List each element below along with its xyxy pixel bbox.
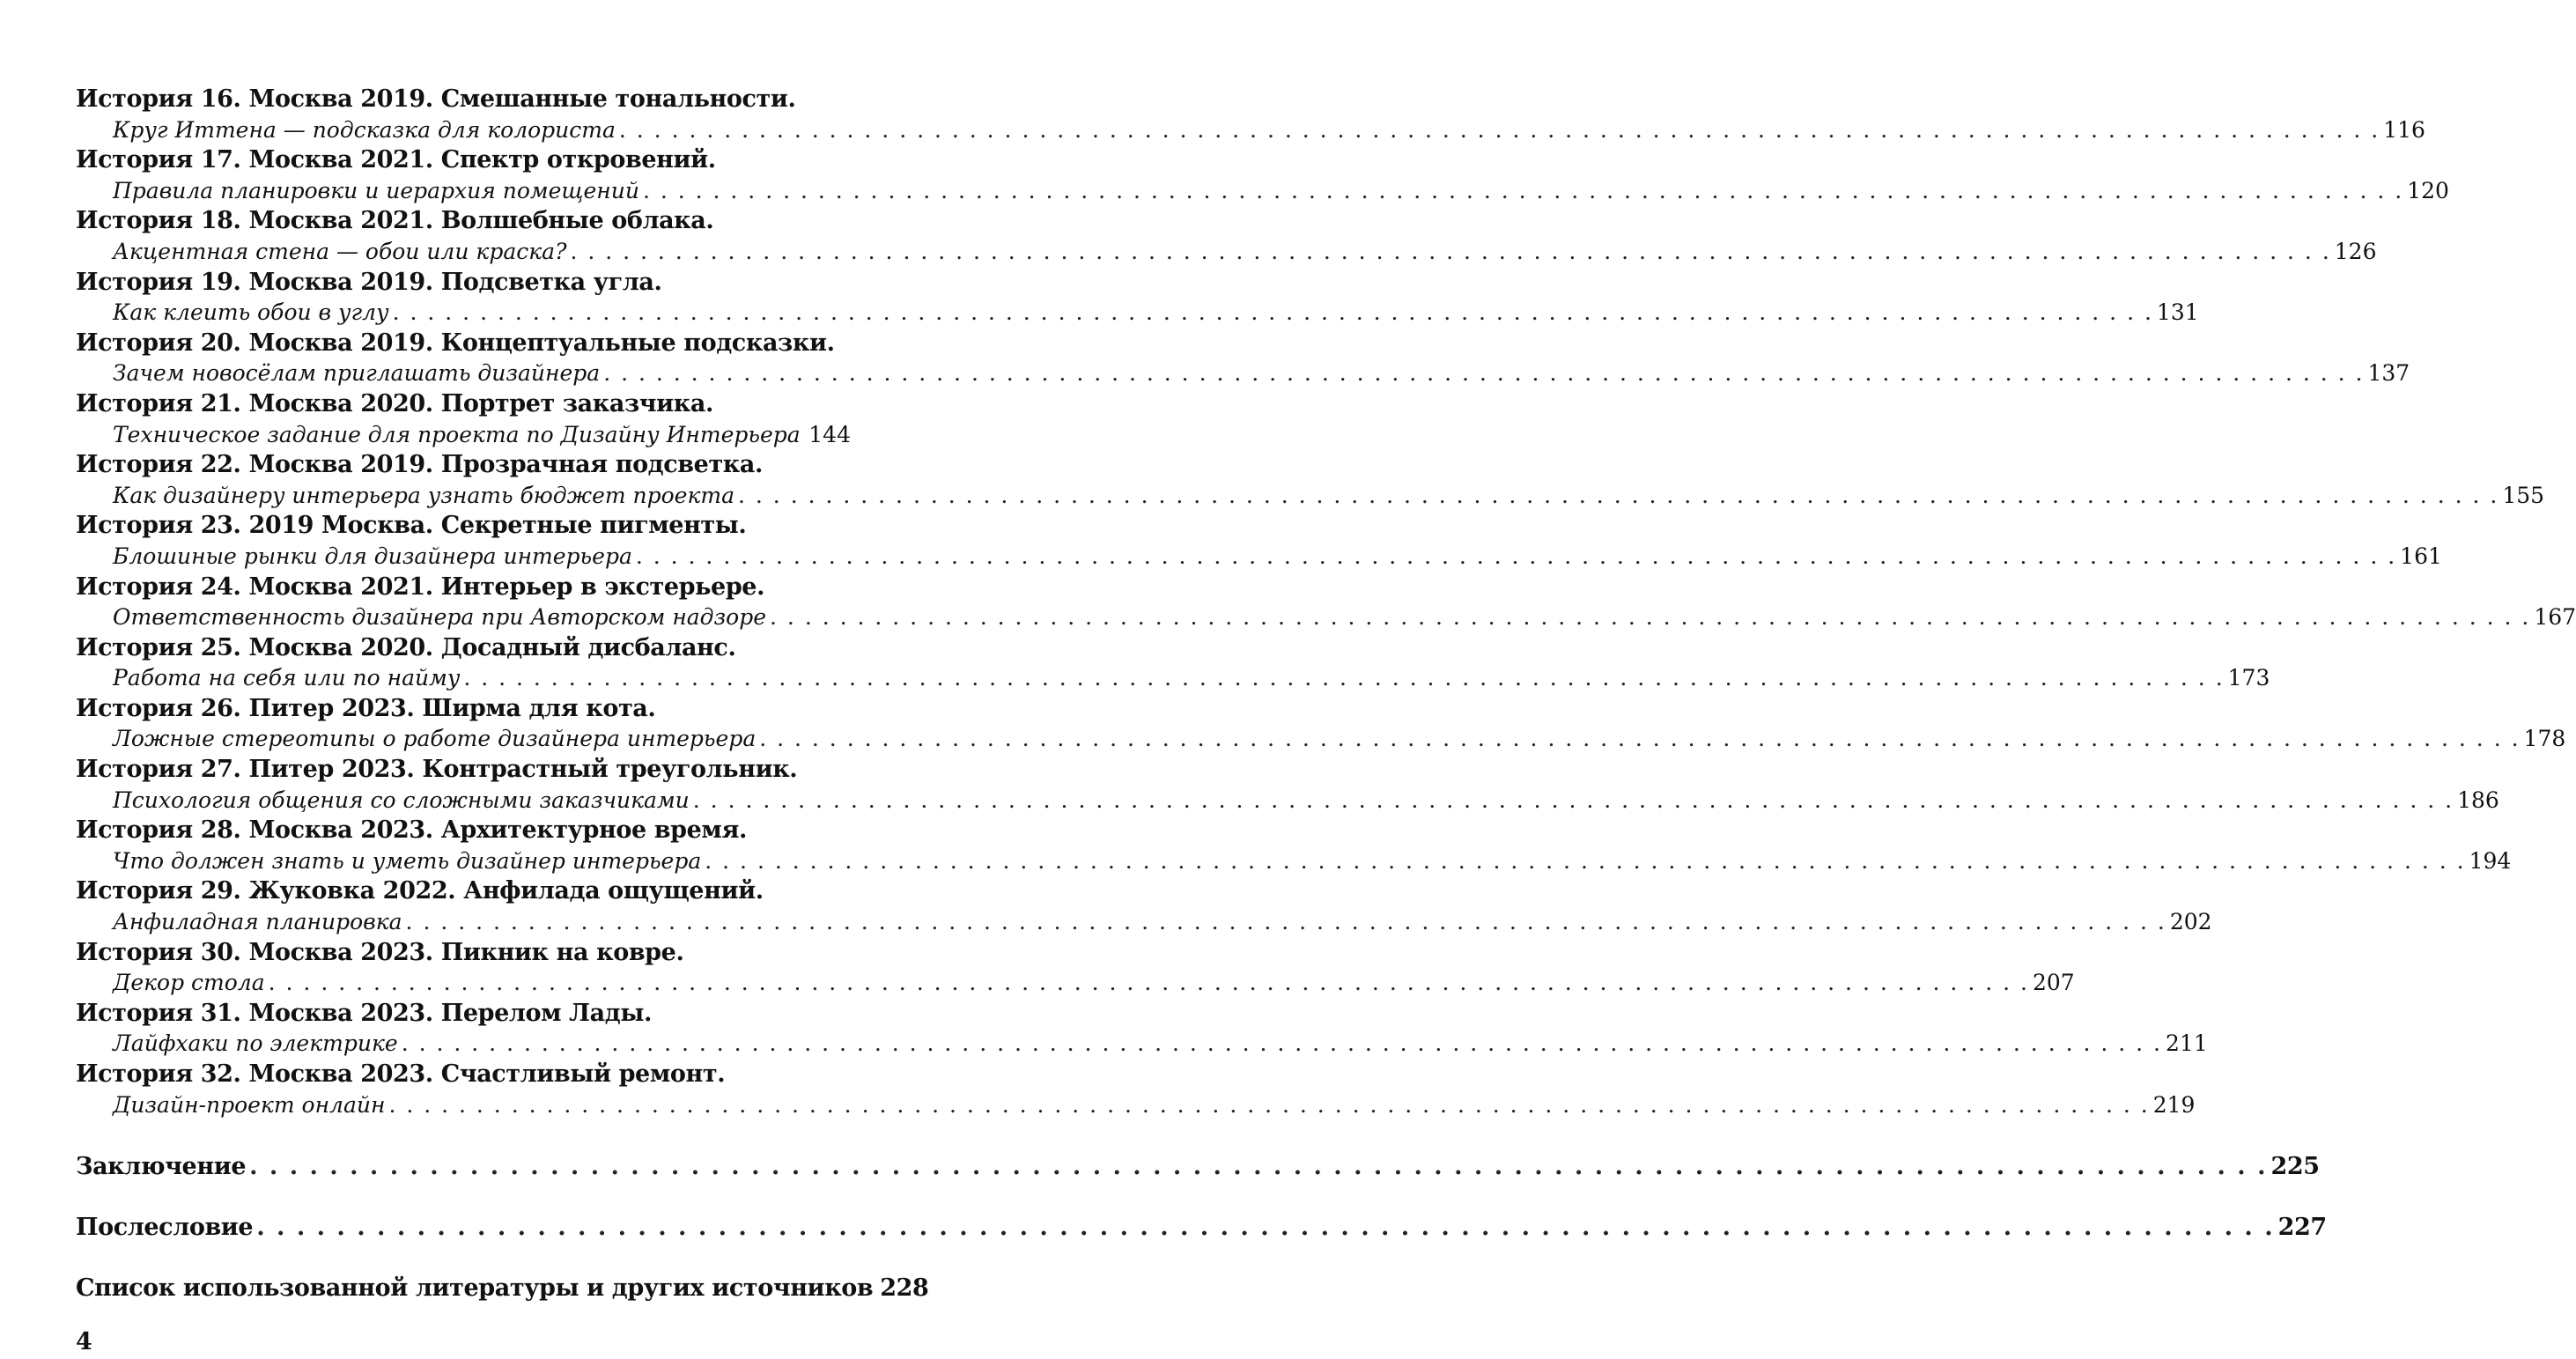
dot-leader <box>603 358 2364 388</box>
entry-subtitle: Техническое задание для проекта по Дизайну Интерьера <box>113 421 801 447</box>
toc-entry <box>76 755 2499 816</box>
entry-subtitle-line <box>76 1090 2196 1121</box>
entry-subtitle: Психология общения со сложными заказчиками <box>113 787 690 813</box>
main-sections <box>76 1152 2327 1304</box>
entry-subtitle: Круг Иттена — подсказка для колориста <box>113 116 616 143</box>
entry-subtitle: Анфиладная планировка <box>113 909 402 935</box>
dot-leader <box>570 237 2330 267</box>
section-page: 228 <box>880 1274 929 1303</box>
entry-page: 178 <box>2523 726 2566 752</box>
dot-leader <box>693 786 2454 816</box>
toc-entry <box>76 876 2212 937</box>
dot-leader <box>804 420 806 450</box>
entry-page: 219 <box>2152 1091 2196 1118</box>
dot-leader <box>249 1152 2267 1182</box>
entry-title: История 25. Москва 2020. Досадный дисбаланс. <box>76 633 736 661</box>
entry-subtitle-line <box>76 237 2377 268</box>
entry-subtitle-line <box>76 176 2449 207</box>
entry-subtitle-line <box>76 481 2545 512</box>
toc-entry <box>76 85 2425 145</box>
entry-page: 131 <box>2156 299 2199 326</box>
entry-title: История 30. Москва 2023. Пикник на ковре. <box>76 938 684 966</box>
entry-title: История 23. 2019 Москва. Секретные пигменты. <box>76 512 747 540</box>
entry-title: История 28. Москва 2023. Архитектурное время. <box>76 816 748 845</box>
entry-title: История 26. Питер 2023. Ширма для кота. <box>76 694 656 722</box>
entry-subtitle: Что должен знать и уметь дизайнер интерьера <box>113 847 702 874</box>
dot-leader <box>256 1213 2274 1243</box>
entry-title: История 31. Москва 2023. Перелом Лады. <box>76 999 653 1027</box>
entry-subtitle: Блошиные рынки для дизайнера интерьера <box>113 543 632 569</box>
section-entry <box>76 1213 2327 1243</box>
entry-subtitle: Ложные стереотипы о работе дизайнера интерьера <box>113 726 757 752</box>
toc-entry <box>76 816 2512 876</box>
toc-entry <box>76 145 2449 206</box>
section-page: 225 <box>2270 1153 2320 1181</box>
entry-page: 120 <box>2407 177 2449 203</box>
entry-subtitle: Как клеить обои в углу <box>113 299 389 326</box>
entry-page: 161 <box>2400 543 2442 569</box>
entry-subtitle-line <box>76 358 2410 389</box>
entry-subtitle-line <box>76 663 2270 694</box>
dot-leader <box>759 724 2520 754</box>
toc-entry <box>76 329 2410 389</box>
entry-subtitle-line <box>76 1029 2208 1060</box>
dot-leader <box>463 663 2224 693</box>
entry-subtitle-line <box>76 115 2425 146</box>
entry-title: История 32. Москва 2023. Счастливый ремонт. <box>76 1060 726 1088</box>
entry-page: 167 <box>2534 604 2576 631</box>
entry-subtitle-line <box>76 786 2499 816</box>
section-title: Послесловие <box>76 1214 254 1242</box>
entry-title: История 18. Москва 2021. Волшебные облака. <box>76 207 714 235</box>
entry-subtitle: Как дизайнеру интерьера узнать бюджет проекта <box>113 482 735 508</box>
entry-page: 137 <box>2367 360 2410 387</box>
entry-subtitle-line <box>76 542 2442 572</box>
entry-title: История 22. Москва 2019. Прозрачная подсветка. <box>76 451 763 479</box>
toc-entry <box>76 1060 2196 1120</box>
story-entries <box>76 85 2576 1120</box>
dot-leader <box>619 115 2380 145</box>
entry-title: История 24. Москва 2021. Интерьер в экстерьере. <box>76 572 765 601</box>
entry-title: История 19. Москва 2019. Подсветка угла. <box>76 268 662 296</box>
toc-entry <box>76 572 2576 633</box>
toc-entry <box>76 999 2208 1060</box>
toc-entry <box>76 694 2566 755</box>
entry-subtitle-line <box>76 724 2566 755</box>
entry-page: 155 <box>2502 482 2545 508</box>
dot-leader <box>738 481 2498 511</box>
toc-entry <box>76 450 2545 511</box>
page-number: 4 <box>76 1328 92 1355</box>
toc-entry <box>76 268 2199 329</box>
entry-subtitle: Дизайн-проект онлайн <box>113 1091 386 1118</box>
entry-subtitle-line <box>76 968 2075 999</box>
entry-page: 202 <box>2169 909 2212 935</box>
entry-subtitle-line <box>76 846 2512 877</box>
entry-page: 173 <box>2227 665 2270 691</box>
entry-page: 116 <box>2383 116 2425 143</box>
dot-leader <box>643 176 2403 206</box>
section-entry <box>76 1274 929 1304</box>
section-entry <box>76 1152 2320 1182</box>
section-title: Список использованной литературы и других источников <box>76 1274 874 1303</box>
dot-leader <box>402 1029 2162 1059</box>
table-of-contents <box>76 85 2576 1334</box>
dot-leader <box>770 602 2530 632</box>
entry-page: 126 <box>2334 238 2377 264</box>
entry-title: История 29. Жуковка 2022. Анфилада ощущений. <box>76 877 764 905</box>
section-page: 227 <box>2277 1214 2327 1242</box>
entry-title: История 21. Москва 2020. Портрет заказчика. <box>76 389 713 417</box>
entry-title: История 27. Питер 2023. Контрастный треугольник. <box>76 756 798 784</box>
toc-entry <box>76 938 2075 999</box>
entry-title: История 17. Москва 2021. Спектр откровений. <box>76 146 716 174</box>
entry-subtitle: Ответственность дизайнера при Авторском надзоре <box>113 604 767 631</box>
toc-entry <box>76 389 851 450</box>
entry-title: История 16. Москва 2019. Смешанные тональности. <box>76 85 796 113</box>
entry-subtitle: Декор стола <box>113 970 265 996</box>
entry-page: 144 <box>808 421 851 447</box>
entry-title: История 20. Москва 2019. Концептуальные подсказки. <box>76 329 835 357</box>
entry-subtitle: Зачем новосёлам приглашать дизайнера <box>113 360 601 387</box>
section-title: Заключение <box>76 1153 247 1181</box>
toc-entry <box>76 511 2442 572</box>
entry-subtitle-line <box>76 298 2199 329</box>
toc-entry <box>76 206 2377 267</box>
entry-subtitle-line <box>76 420 851 451</box>
entry-page: 194 <box>2469 847 2512 874</box>
dot-leader <box>393 298 2153 328</box>
toc-entry <box>76 633 2270 694</box>
entry-subtitle: Работа на себя или по найму <box>113 665 461 691</box>
entry-page: 186 <box>2457 787 2499 813</box>
entry-page: 211 <box>2166 1030 2208 1057</box>
dot-leader <box>636 542 2396 572</box>
dot-leader <box>406 907 2166 937</box>
dot-leader <box>388 1090 2149 1120</box>
entry-subtitle: Правила планировки и иерархия помещений <box>113 177 639 203</box>
entry-page: 207 <box>2032 970 2075 996</box>
entry-subtitle: Лайфхаки по электрике <box>113 1030 398 1057</box>
entry-subtitle: Акцентная стена — обои или краска? <box>113 238 567 264</box>
dot-leader <box>705 846 2465 876</box>
entry-subtitle-line <box>76 907 2212 938</box>
dot-leader <box>269 968 2029 998</box>
entry-subtitle-line <box>76 602 2576 633</box>
